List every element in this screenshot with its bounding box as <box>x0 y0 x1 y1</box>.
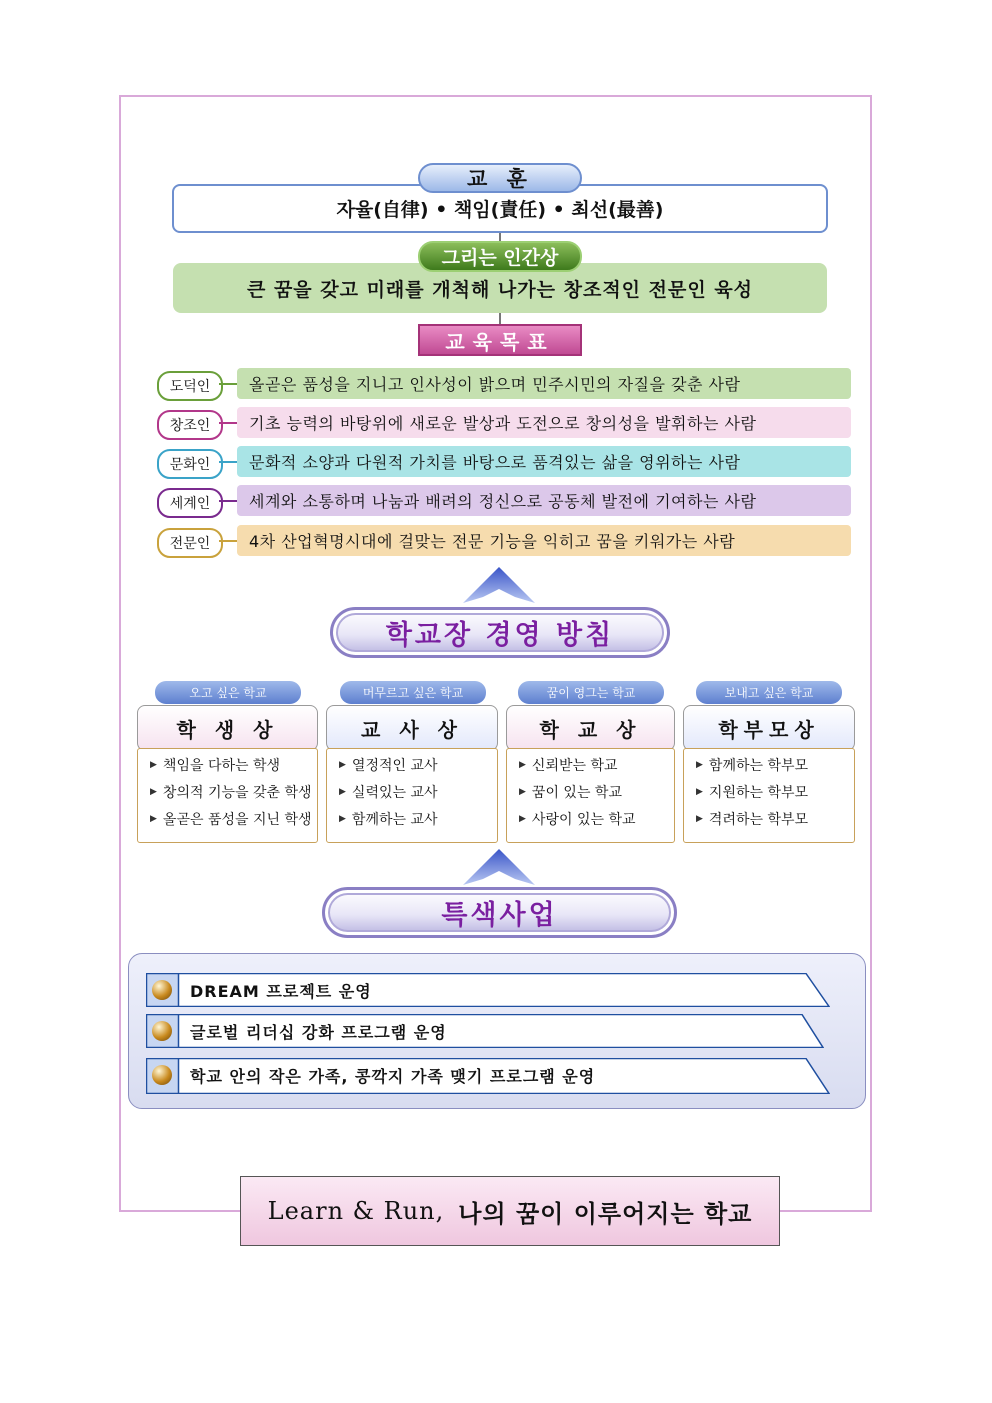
goal-connector <box>219 500 237 502</box>
triangle-bullet-icon: ▶ <box>339 813 346 824</box>
goal-connector <box>219 540 237 542</box>
goal-text: 세계와 소통하며 나눔과 배려의 정신으로 공동체 발전에 기여하는 사람 <box>237 485 851 516</box>
triangle-bullet-icon: ▶ <box>696 786 703 797</box>
column-tab: 꿈이 영그는 학교 <box>518 681 664 704</box>
list-item <box>519 751 668 778</box>
list-item <box>696 778 848 805</box>
triangle-bullet-icon: ▶ <box>150 786 157 797</box>
list-item-text: 함께하는 교사 <box>351 811 438 828</box>
list-item-text: 실력있는 교사 <box>351 784 438 801</box>
column-tab: 오고 싶은 학교 <box>155 681 301 704</box>
triangle-bullet-icon: ▶ <box>696 813 703 824</box>
goal-connector <box>219 422 237 424</box>
policy-title: 학교장 경영 방침 <box>385 620 615 651</box>
project-item <box>146 973 830 1007</box>
column-head: 학부모상 <box>683 705 855 751</box>
list-item-text: 창의적 기능을 갖춘 학생 <box>162 784 312 801</box>
bullet-ball-icon <box>152 980 172 1000</box>
list-item <box>150 751 311 778</box>
ideal-text: 큰 꿈을 갖고 미래를 개척해 나가는 창조적인 전문인 육성 <box>246 278 754 301</box>
goal-tag: 세계인 <box>157 488 223 518</box>
goal-connector <box>219 383 237 385</box>
bullet-ball-icon <box>152 1065 172 1085</box>
list-item-text: 함께하는 학부모 <box>708 757 809 774</box>
triangle-bullet-icon: ▶ <box>519 786 526 797</box>
project-item <box>146 1014 824 1048</box>
goal-row <box>157 407 839 438</box>
bullet-ball-icon <box>152 1021 172 1041</box>
ideal-label: 그리는 인간상 <box>418 241 582 272</box>
list-item-text: 신뢰받는 학교 <box>531 757 618 774</box>
list-item <box>150 778 311 805</box>
slogan-english: Learn & Run, <box>267 1197 445 1225</box>
goal-text: 4차 산업혁명시대에 걸맞는 전문 기능을 익히고 꿈을 키워가는 사람 <box>237 525 851 556</box>
goal-text: 기초 능력의 바탕위에 새로운 발상과 도전으로 창의성을 발휘하는 사람 <box>237 407 851 438</box>
list-item-text: 열정적인 교사 <box>351 757 438 774</box>
goal-row <box>157 368 839 399</box>
column-head: 학 생 상 <box>137 705 318 751</box>
up-arrow-icon <box>463 567 535 603</box>
goal-tag: 도덕인 <box>157 371 223 401</box>
list-item <box>519 778 668 805</box>
motto-text: 자율(自律) • 책임(責任) • 최선(最善) <box>336 199 664 221</box>
goal-tag: 창조인 <box>157 410 223 440</box>
project-item <box>146 1058 830 1092</box>
list-item-text: 올곧은 품성을 지닌 학생 <box>162 811 312 828</box>
list-item-text: 지원하는 학부모 <box>708 784 809 801</box>
goal-text: 문화적 소양과 다원적 가치를 바탕으로 품격있는 삶을 영위하는 사람 <box>237 446 851 477</box>
goal-tag: 전문인 <box>157 528 223 558</box>
project-item-text: 글로벌 리더십 강화 프로그램 운영 <box>190 1022 447 1042</box>
triangle-bullet-icon: ▶ <box>339 759 346 770</box>
triangle-bullet-icon: ▶ <box>339 786 346 797</box>
list-item <box>519 805 668 832</box>
goal-row <box>157 525 839 556</box>
list-item-text: 사랑이 있는 학교 <box>531 811 636 828</box>
up-arrow-icon <box>463 849 535 885</box>
triangle-bullet-icon: ▶ <box>150 759 157 770</box>
slogan-korean: 나의 꿈이 이루어지는 학교 <box>458 1199 753 1228</box>
list-item-text: 책임을 다하는 학생 <box>162 757 281 774</box>
triangle-bullet-icon: ▶ <box>696 759 703 770</box>
column-body <box>683 748 855 843</box>
list-item <box>339 778 491 805</box>
goal-row <box>157 446 839 477</box>
triangle-bullet-icon: ▶ <box>519 759 526 770</box>
column-body <box>506 748 675 843</box>
triangle-bullet-icon: ▶ <box>519 813 526 824</box>
column-tab: 보내고 싶은 학교 <box>696 681 842 704</box>
list-item <box>696 805 848 832</box>
motto-label: 교 훈 <box>418 163 582 193</box>
goal-row <box>157 485 839 516</box>
list-item <box>150 805 311 832</box>
column-tab: 머무르고 싶은 학교 <box>340 681 486 704</box>
slogan-box <box>240 1176 780 1246</box>
projects-banner <box>322 887 677 938</box>
column-body <box>326 748 498 843</box>
column-head: 교 사 상 <box>326 705 498 751</box>
goals-label: 교육목표 <box>418 324 582 356</box>
goal-tag: 문화인 <box>157 449 223 479</box>
list-item <box>339 751 491 778</box>
list-item-text: 격려하는 학부모 <box>708 811 809 828</box>
column-body <box>137 748 318 843</box>
list-item-text: 꿈이 있는 학교 <box>531 784 622 801</box>
goal-text: 올곧은 품성을 지니고 인사성이 밝으며 민주시민의 자질을 갖춘 사람 <box>237 368 851 399</box>
column-head: 학 교 상 <box>506 705 675 751</box>
projects-title: 특색사업 <box>441 900 558 931</box>
goal-connector <box>219 461 237 463</box>
policy-banner <box>330 607 670 658</box>
project-item-text: DREAM 프로젝트 운영 <box>190 981 372 1001</box>
list-item <box>696 751 848 778</box>
triangle-bullet-icon: ▶ <box>150 813 157 824</box>
list-item <box>339 805 491 832</box>
project-item-text: 학교 안의 작은 가족, 콩깍지 가족 맺기 프로그램 운영 <box>190 1066 596 1086</box>
